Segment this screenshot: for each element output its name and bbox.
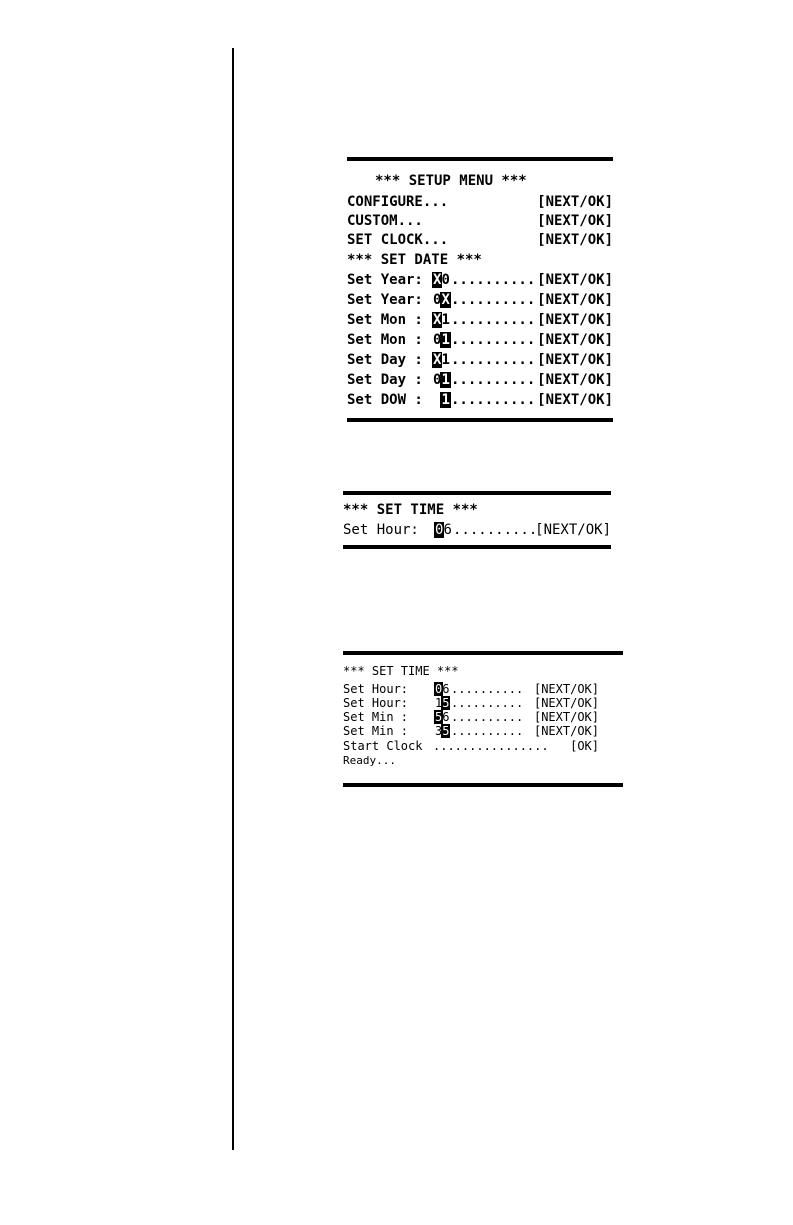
- leader-dots: ..........: [451, 293, 536, 307]
- edit-cursor: 5: [442, 724, 450, 738]
- screen-top-border: [343, 651, 623, 655]
- field-label: Set Hour:: [343, 682, 409, 696]
- menu-item-label: SET CLOCK...: [347, 232, 449, 248]
- field-value[interactable]: 15: [435, 696, 450, 710]
- set-time-title: *** SET TIME ***: [343, 502, 478, 518]
- edit-cursor: X: [433, 352, 442, 368]
- screen-top-border: [347, 157, 613, 161]
- screen-bottom-border: [343, 545, 611, 549]
- leader-dots: ..........: [451, 353, 536, 367]
- screen-top-border: [343, 491, 611, 495]
- next-ok-action[interactable]: [NEXT/OK]: [537, 352, 613, 368]
- edit-cursor: 1: [441, 372, 450, 388]
- ok-action[interactable]: [OK]: [570, 739, 599, 753]
- field-label: Set Hour:: [343, 522, 419, 538]
- leader-dots: ..........: [451, 697, 524, 709]
- next-ok-action[interactable]: [NEXT/OK]: [537, 292, 613, 308]
- next-ok-action[interactable]: [NEXT/OK]: [537, 372, 613, 388]
- leader-dots: ..........: [451, 683, 524, 695]
- leader-dots: ..........: [451, 373, 536, 387]
- edit-cursor: X: [433, 312, 442, 328]
- edit-cursor: X: [441, 292, 450, 308]
- field-value[interactable]: 35: [435, 724, 450, 738]
- field-value[interactable]: 06: [435, 682, 450, 696]
- edit-cursor: 0: [435, 522, 444, 538]
- next-ok-action[interactable]: [NEXT/OK]: [535, 522, 611, 538]
- leader-dots: ..........: [451, 333, 536, 347]
- field-value[interactable]: 0X: [433, 292, 450, 308]
- field-label: Set Mon :: [347, 332, 423, 348]
- field-value[interactable]: [433, 393, 450, 407]
- start-clock-label: Start Clock: [343, 739, 423, 753]
- next-ok-action[interactable]: [NEXT/OK]: [537, 232, 613, 248]
- field-label: Set Min :: [343, 724, 409, 738]
- next-ok-action[interactable]: [NEXT/OK]: [537, 312, 613, 328]
- set-time-screen-full: [343, 651, 623, 787]
- field-label: Set Day :: [347, 352, 423, 368]
- menu-item-label: CONFIGURE...: [347, 194, 449, 210]
- setup-menu-screen: [347, 157, 613, 422]
- leader-dots: ..........: [451, 711, 524, 723]
- field-value[interactable]: 01: [433, 332, 450, 348]
- field-label: Set Min :: [343, 710, 409, 724]
- field-value[interactable]: X1: [433, 312, 450, 328]
- leader-dots: ..........: [451, 393, 536, 407]
- field-label: Set Day :: [347, 372, 423, 388]
- next-ok-action[interactable]: [NEXT/OK]: [537, 213, 613, 229]
- leader-dots: ..........: [453, 523, 538, 537]
- next-ok-action[interactable]: [NEXT/OK]: [533, 682, 599, 696]
- page-margin-rule: [232, 48, 234, 1150]
- set-time-title: *** SET TIME ***: [343, 664, 459, 678]
- set-time-screen-single: [343, 491, 611, 549]
- leader-dots: ..........: [451, 313, 536, 327]
- edit-cursor: 0: [435, 682, 443, 696]
- leader-dots: ..........: [451, 725, 524, 737]
- next-ok-action[interactable]: [NEXT/OK]: [537, 194, 613, 210]
- field-label: Set Year:: [347, 292, 423, 308]
- field-label: Set Hour:: [343, 696, 409, 710]
- leader-dots: ................: [433, 740, 549, 752]
- edit-cursor: X: [433, 272, 442, 288]
- field-value[interactable]: 06: [435, 522, 452, 538]
- next-ok-action[interactable]: [NEXT/OK]: [537, 332, 613, 348]
- edit-cursor: 1: [441, 392, 450, 408]
- set-hour-row[interactable]: [343, 523, 611, 607]
- edit-cursor: 5: [442, 696, 450, 710]
- field-label: Set Mon :: [347, 312, 423, 328]
- status-text: Ready...: [343, 754, 396, 767]
- field-value[interactable]: X1: [433, 352, 450, 368]
- set-date-title: *** SET DATE ***: [347, 252, 482, 268]
- field-label: Set Year:: [347, 272, 423, 288]
- edit-cursor: 5: [435, 710, 443, 724]
- setup-menu-title: *** SETUP MENU ***: [375, 173, 527, 189]
- next-ok-action[interactable]: [NEXT/OK]: [537, 392, 613, 408]
- field-value[interactable]: X0: [433, 272, 450, 288]
- screen-bottom-border: [343, 783, 623, 787]
- leader-dots: ..........: [451, 273, 536, 287]
- set-dow-row[interactable]: [347, 393, 613, 477]
- next-ok-action[interactable]: [NEXT/OK]: [533, 710, 599, 724]
- menu-item-label: CUSTOM...: [347, 213, 423, 229]
- screen-bottom-border: [347, 418, 613, 422]
- next-ok-action[interactable]: [NEXT/OK]: [537, 272, 613, 288]
- next-ok-action[interactable]: [NEXT/OK]: [533, 724, 599, 738]
- field-value[interactable]: 01: [433, 372, 450, 388]
- field-label: Set DOW :: [347, 392, 423, 408]
- field-value[interactable]: 56: [435, 710, 450, 724]
- edit-cursor: 1: [441, 332, 450, 348]
- next-ok-action[interactable]: [NEXT/OK]: [533, 696, 599, 710]
